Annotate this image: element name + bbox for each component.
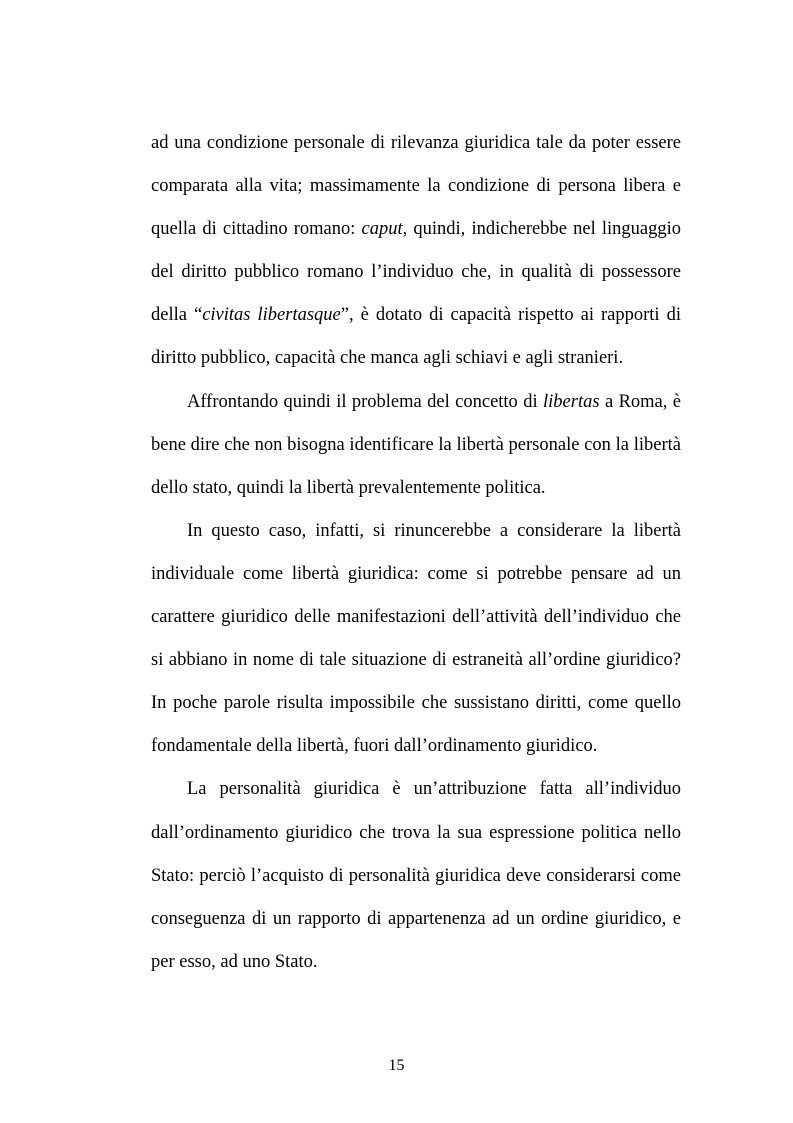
paragraph-2-text: a Roma, è bene dire che non bisogna identificare la libertà personale con la libertà dello stato, quindi la libertà prevalentemente politica. — [151, 391, 681, 498]
paragraph-1 — [151, 122, 681, 381]
body-text — [151, 122, 681, 984]
paragraph-1-text: ”, è dotato di capacità rispetto ai rapporti di diritto pubblico, capacità che manca agli schiavi e agli stranieri. — [151, 305, 681, 369]
paragraph-4-text: La personalità giuridica è un’attribuzione fatta all’individuo dall’ordinamento giuridico che trova la sua espressione politica nello Stato: perciò l’acquisto di personalità giuridica deve considerarsi come conseguenza di un rapporto di appartenenza ad un ordine giuridico, e per esso, ad uno Stato. — [151, 779, 681, 972]
paragraph-2 — [151, 381, 681, 510]
term-libertas: libertas — [543, 391, 600, 412]
page-number: 15 — [388, 1057, 405, 1074]
paragraph-4 — [151, 768, 681, 983]
term-civitas-libertasque: civitas libertasque — [202, 305, 341, 326]
paragraph-1-text: quindi, indicherebbe nel linguaggio del diritto pubblico romano l’individuo che, in qualità di possessore della “ — [151, 219, 681, 326]
paragraph-1-text: ad una condizione personale di rilevanza giuridica tale da poter essere comparata alla vita; massimamente la condizione di persona libera e quella di cittadino romano: — [151, 133, 681, 240]
term-caput: caput, — [361, 219, 408, 240]
paragraph-3 — [151, 510, 681, 769]
paragraph-3-text: In questo caso, infatti, si rinuncerebbe a considerare la libertà individuale come libertà giuridica: come si potrebbe pensare ad un carattere giuridico delle manifestazioni dell’attività dell’individuo che si abbiano in nome di tale situazione di estraneità all’ordine giuridico? In poche parole risulta impossibile che sussistano diritti, come quello fondamentale della libertà, fuori dall’ordinamento giuridico. — [151, 520, 681, 757]
paragraph-2-text: Affrontando quindi il problema del concetto di — [187, 391, 544, 412]
